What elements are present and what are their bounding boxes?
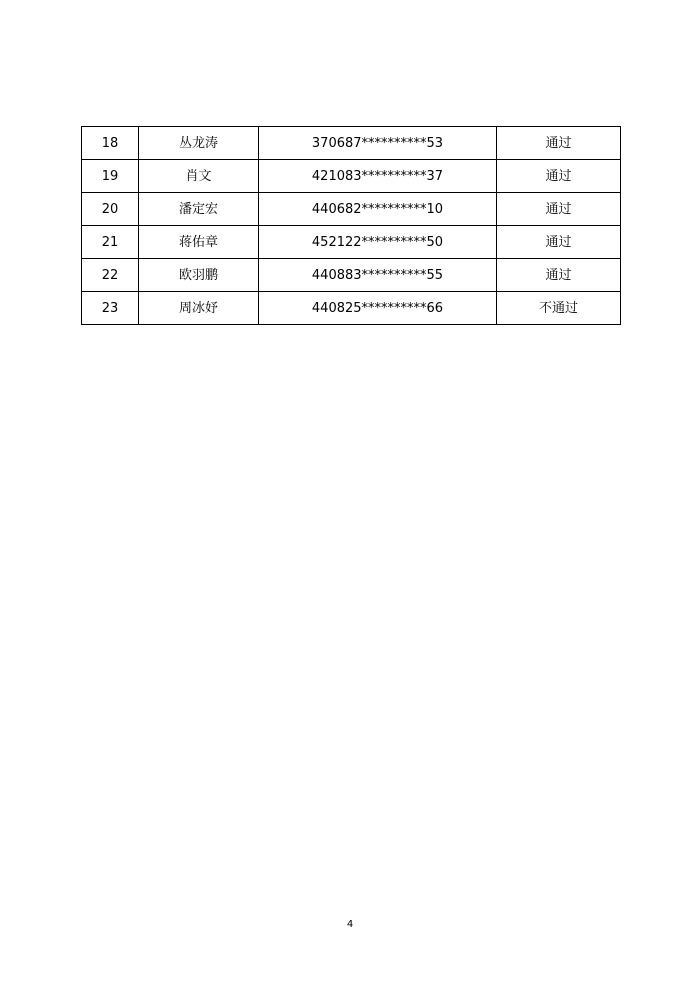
table-row [82, 259, 621, 292]
row-number: 20 [82, 193, 139, 226]
review-result: 通过 [497, 259, 621, 292]
review-result: 通过 [497, 193, 621, 226]
person-name: 欧羽鹏 [139, 259, 259, 292]
person-name: 潘定宏 [139, 193, 259, 226]
table-row [82, 127, 621, 160]
id-number: 440825**********66 [259, 292, 497, 325]
id-number: 421083**********37 [259, 160, 497, 193]
person-name: 蒋佑章 [139, 226, 259, 259]
person-name: 丛龙涛 [139, 127, 259, 160]
row-number: 21 [82, 226, 139, 259]
row-number: 22 [82, 259, 139, 292]
row-number: 19 [82, 160, 139, 193]
review-result: 通过 [497, 160, 621, 193]
review-result: 通过 [497, 226, 621, 259]
person-name: 周冰妤 [139, 292, 259, 325]
table-row [82, 160, 621, 193]
review-result: 通过 [497, 127, 621, 160]
id-number: 440682**********10 [259, 193, 497, 226]
table-row [82, 226, 621, 259]
results-table [81, 126, 621, 325]
page-number: 4 [346, 919, 354, 930]
review-result: 不通过 [497, 292, 621, 325]
person-name: 肖文 [139, 160, 259, 193]
id-number: 452122**********50 [259, 226, 497, 259]
row-number: 18 [82, 127, 139, 160]
table-row [82, 193, 621, 226]
table-row [82, 292, 621, 325]
id-number: 440883**********55 [259, 259, 497, 292]
id-number: 370687**********53 [259, 127, 497, 160]
row-number: 23 [82, 292, 139, 325]
